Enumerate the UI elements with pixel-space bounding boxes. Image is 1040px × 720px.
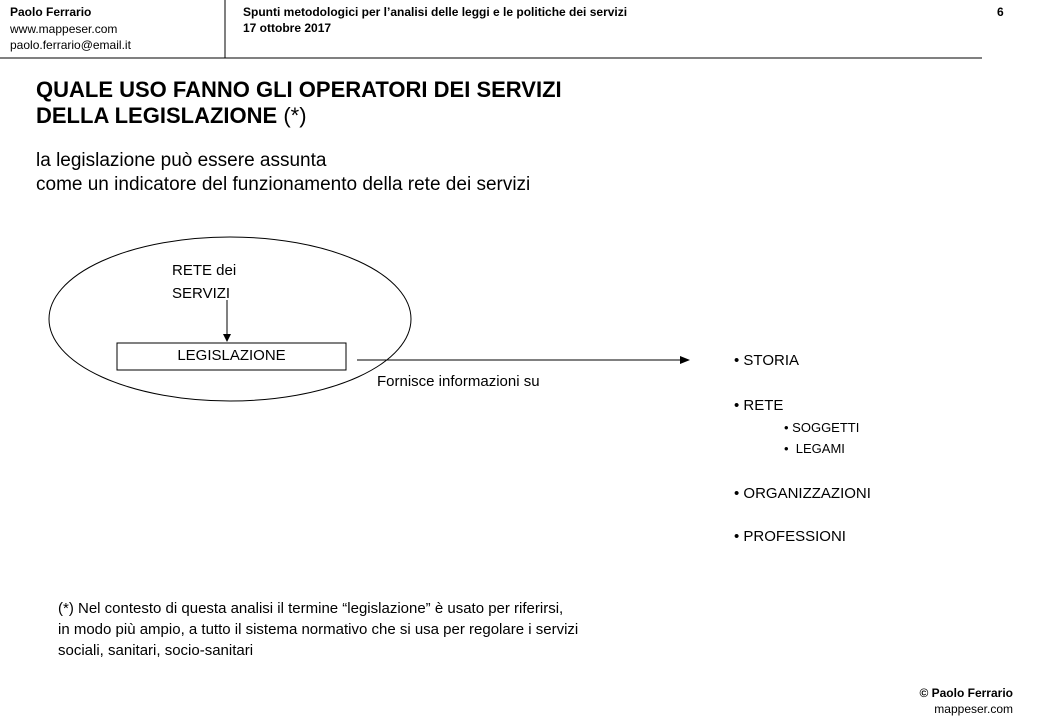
bullet-soggetti: • SOGGETTI bbox=[784, 420, 860, 435]
bullet-legami: • LEGAMI bbox=[784, 441, 845, 456]
page-number: 6 bbox=[997, 5, 1004, 19]
legislazione-box-label: LEGISLAZIONE bbox=[177, 347, 286, 364]
bullet-rete-text: RETE bbox=[743, 397, 784, 414]
subtitle-line-2: come un indicatore del funzionamento della rete dei servizi bbox=[36, 174, 531, 195]
arrow-label: Fornisce informazioni su bbox=[377, 373, 540, 390]
header-date: 17 ottobre 2017 bbox=[243, 21, 332, 35]
bullet-professioni-text: PROFESSIONI bbox=[743, 528, 846, 545]
footnote-line-2: in modo più ampio, a tutto il sistema normativo che si usa per regolare i servizi bbox=[58, 621, 579, 638]
title-line-1: QUALE USO FANNO GLI OPERATORI DEI SERVIZI bbox=[36, 77, 562, 102]
author-name: Paolo Ferrario bbox=[10, 5, 92, 19]
bullet-rete: • RETE bbox=[734, 397, 784, 414]
bullet-legami-text: LEGAMI bbox=[795, 441, 845, 456]
right-arrow-head bbox=[680, 356, 690, 364]
bullet-organizzazioni-text: ORGANIZZAZIONI bbox=[743, 485, 871, 502]
bullet-soggetti-text: SOGGETTI bbox=[792, 420, 860, 435]
bullet-organizzazioni: • ORGANIZZAZIONI bbox=[734, 485, 871, 502]
subtitle-line-1: la legislazione può essere assunta bbox=[36, 150, 327, 171]
copyright-line-2: mappeser.com bbox=[934, 702, 1013, 716]
title-line-2 bbox=[36, 103, 562, 129]
page-title bbox=[36, 77, 562, 129]
copyright-line-1: © Paolo Ferrario bbox=[919, 686, 1013, 700]
down-arrow-head bbox=[223, 334, 231, 342]
author-email: paolo.ferrario@email.it bbox=[10, 38, 131, 52]
rete-label-line-1: RETE dei bbox=[172, 262, 237, 279]
bullet-professioni: • PROFESSIONI bbox=[734, 528, 846, 545]
bullet-storia: • STORIA bbox=[734, 352, 799, 369]
title-line-2-text: DELLA LEGISLAZIONE bbox=[36, 103, 278, 128]
bullet-storia-text: STORIA bbox=[743, 352, 799, 369]
footnote-line-3: sociali, sanitari, socio-sanitari bbox=[58, 642, 254, 659]
title-footnote-mark: (*) bbox=[283, 103, 307, 128]
footnote-line-1: (*) Nel contesto di questa analisi il termine “legislazione” è usato per riferirsi, bbox=[58, 600, 564, 617]
author-site: www.mappeser.com bbox=[10, 22, 118, 36]
header-topic: Spunti metodologici per l’analisi delle leggi e le politiche dei servizi bbox=[243, 5, 628, 19]
rete-label-line-2: SERVIZI bbox=[172, 285, 231, 302]
